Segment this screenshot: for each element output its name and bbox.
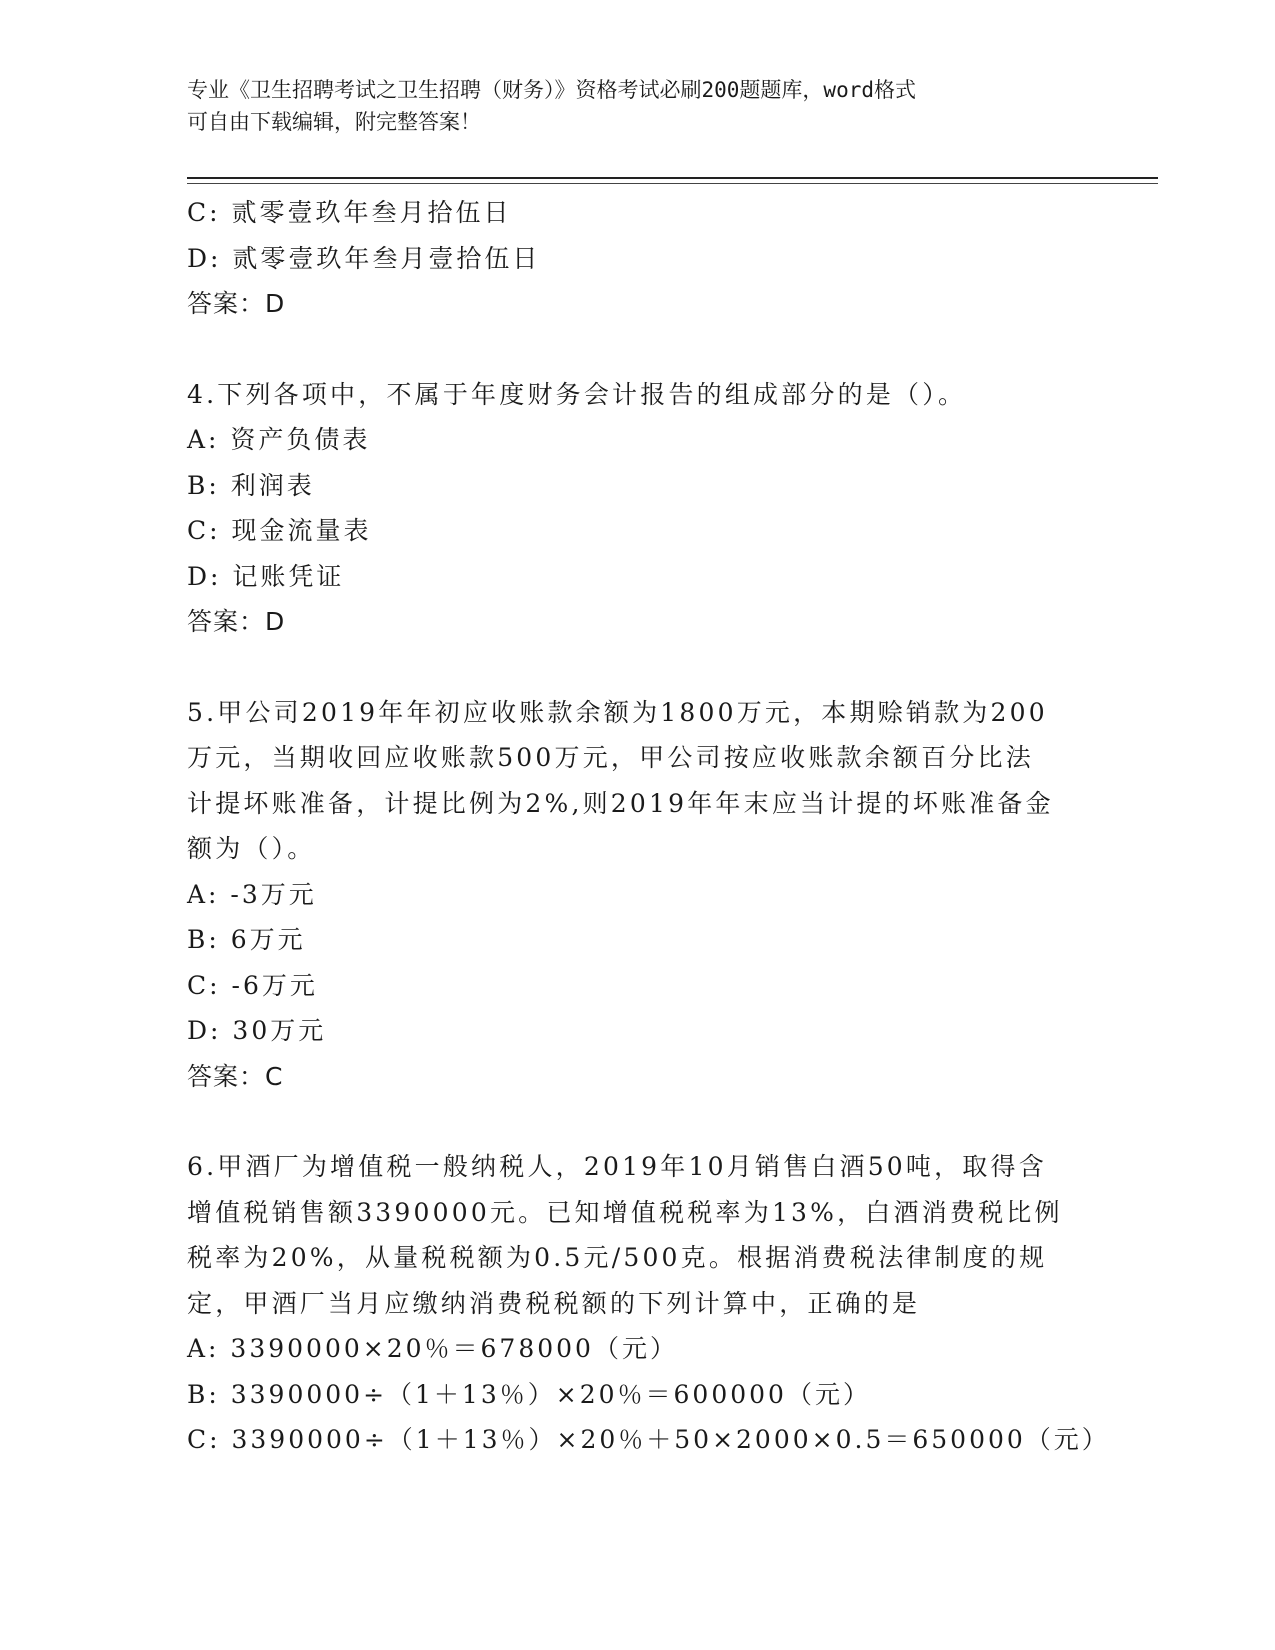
header-divider-thick [187,177,1158,179]
question-4 [187,372,1087,645]
header-divider-thin [187,183,1158,184]
option-d: D: 30万元 [187,1016,327,1045]
question-stem-line: 定，甲酒厂当月应缴纳消费税税额的下列计算中，正确的是 [187,1288,921,1318]
spacer [187,1099,1087,1144]
question-list [187,190,1110,1463]
option-c: C: -6万元 [187,970,318,1000]
question-5 [187,690,1087,1100]
option-b: B: 利润表 [187,470,315,500]
spacer [187,645,1087,690]
option-b: B: 3390000÷（1＋13％）×20％＝600000（元） [187,1379,871,1409]
question-stem-line: 额为（）。 [187,834,316,863]
question-stem-line: 万元，当期收回应收账款500万元，甲公司按应收账款余额百分比法 [187,743,1034,772]
document-header [187,74,1087,138]
option-c: C: 现金流量表 [187,516,372,545]
header-title-line-1: 专业《卫生招聘考试之卫生招聘（财务）》资格考试必刷200题题库，word格式 [187,78,916,102]
question-6 [187,1144,1110,1463]
option-c: C: 3390000÷（1＋13％）×20％＋50×2000×0.5＝650000（元） [187,1425,1110,1454]
question-stem-line: 5.甲公司2019年年初应收账款余额为1800万元，本期赊销款为200 [187,697,1048,727]
answer: 答案：D [187,289,286,318]
question-stem-line: 增值税销售额3390000元。已知增值税税率为13%，白酒消费税比例 [187,1197,1063,1227]
option-d: D: 记账凭证 [187,561,345,591]
question-stem-line: 计提坏账准备，计提比例为2%,则2019年年末应当计提的坏账准备金 [187,788,1054,818]
answer: 答案：D [187,607,286,636]
option-a: A: 3390000×20％＝678000（元） [187,1334,678,1363]
option-b: B: 6万元 [187,925,306,954]
option-a: A: -3万元 [187,879,317,909]
question-stem: 4.下列各项中，不属于年度财务会计报告的组成部分的是（）。 [187,379,967,409]
option-d: D: 贰零壹玖年叁月壹拾伍日 [187,243,541,273]
question-stem-line: 6.甲酒厂为增值税一般纳税人，2019年10月销售白酒50吨，取得含 [187,1152,1047,1181]
question-3 [187,190,1087,327]
header-title-line-2: 可自由下载编辑，附完整答案！ [187,110,481,134]
option-c: C: 贰零壹玖年叁月拾伍日 [187,198,512,227]
spacer [187,327,1087,372]
option-a: A: 资产负债表 [187,425,371,454]
answer: 答案：C [187,1061,284,1091]
question-stem-line: 税率为20%，从量税税额为0.5元/500克。根据消费税法律制度的规 [187,1243,1048,1272]
